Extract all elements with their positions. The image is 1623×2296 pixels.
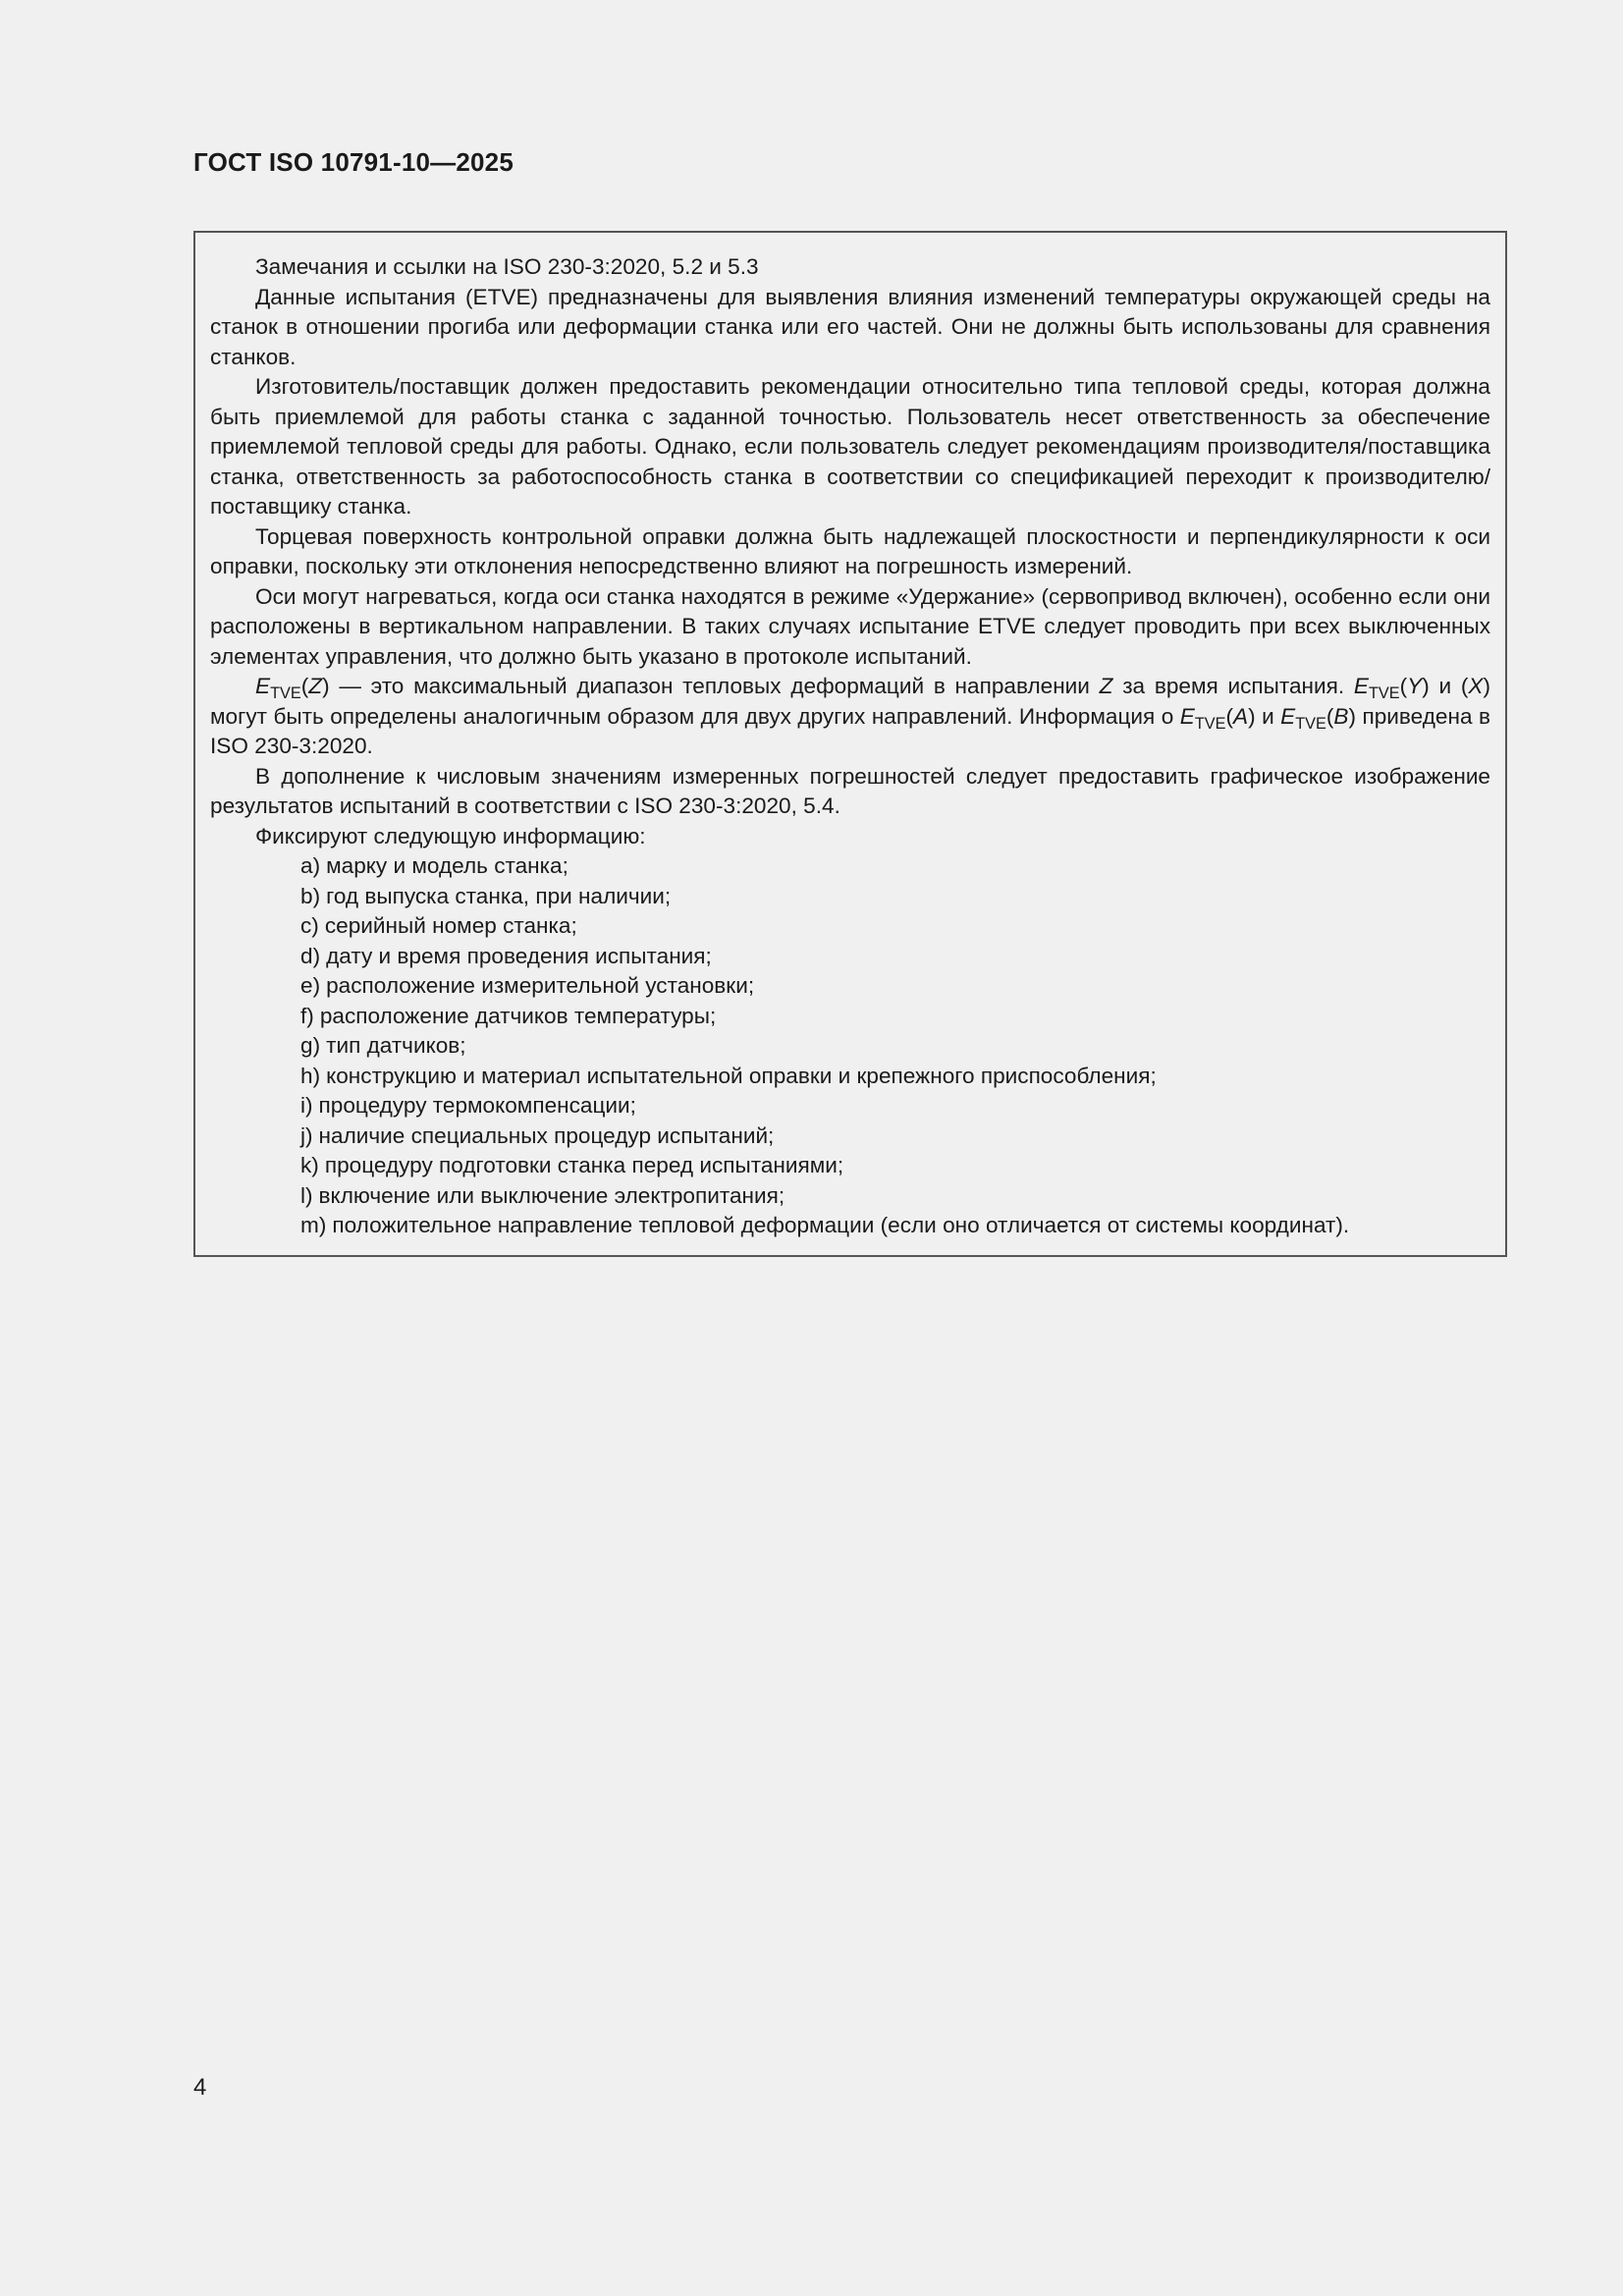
list-text: наличие специальных процедур испытаний;	[318, 1122, 775, 1148]
list-item	[210, 1031, 1490, 1062]
list-item	[210, 1181, 1490, 1212]
list-item	[210, 1211, 1490, 1241]
notes-box	[193, 231, 1507, 1257]
list-letter: h)	[300, 1063, 321, 1088]
symbol-x: X	[1468, 674, 1484, 698]
list-letter: g)	[300, 1033, 321, 1058]
list-item	[210, 882, 1490, 912]
paragraph-record-info: Фиксируют следующую информацию:	[255, 823, 646, 848]
list-letter: i)	[300, 1093, 313, 1118]
paragraph-etve-definition: $E_{TVE}(Z)$ — это максимальный диапазон тепловых деформаций в направлении Z за время испытания. $E_{TVE}(Y)$ и (X) могут быть определены аналогичным образом для двух других направлений. Информация о $E_{TVE}(A)$ и $E_{TVE}(B)$ приведена в ISO 230-3:2020.	[210, 674, 1490, 758]
list-item	[210, 1121, 1490, 1152]
list-letter: k)	[300, 1153, 319, 1177]
paragraph-purpose: Данные испытания (ETVE) предназначены для выявления влияния изменений температуры окружающей среды на станок в отношении прогиба или деформации станка или его частей. Они не должны быть использованы для сравнения станков.	[210, 284, 1490, 369]
list-letter: c)	[300, 913, 319, 938]
list-letter: m)	[300, 1213, 327, 1237]
list-item	[210, 1091, 1490, 1121]
paragraph-arbor-face: Торцевая поверхность контрольной оправки должна быть надлежащей плоскостности и перпендикулярности к оси оправки, поскольку эти отклонения непосредственно влияют на погрешность измерений.	[210, 523, 1490, 578]
subscript-tve: TVE	[270, 683, 301, 702]
subscript-tve: TVE	[1295, 714, 1326, 733]
list-text: процедуру термокомпенсации;	[318, 1093, 636, 1118]
subscript-tve: TVE	[1194, 714, 1226, 733]
subscript-tve: TVE	[1368, 683, 1400, 702]
list-text: расположение измерительной установки;	[326, 973, 755, 998]
list-text: год выпуска станка, при наличии;	[326, 883, 672, 908]
list-letter: b)	[300, 883, 321, 908]
list-text: дату и время проведения испытания;	[326, 943, 712, 968]
symbol-e: E	[1179, 703, 1195, 729]
document-header: ГОСТ ISO 10791-10—2025	[193, 147, 514, 177]
list-text: конструкцию и материал испытательной оправки и крепежного приспособления;	[326, 1063, 1157, 1088]
list-text: серийный номер станка;	[324, 913, 577, 938]
list-letter: j)	[300, 1122, 313, 1148]
list-text: расположение датчиков температуры;	[319, 1003, 717, 1028]
notes-heading: Замечания и ссылки на ISO 230-3:2020, 5.2 и 5.3	[255, 254, 759, 279]
list-letter: f)	[300, 1003, 314, 1028]
list-letter: l)	[300, 1182, 313, 1208]
list-text: процедуру подготовки станка перед испытаниями;	[324, 1153, 844, 1177]
list-item	[210, 1002, 1490, 1032]
symbol-z: Z	[1099, 674, 1113, 698]
list-letter: e)	[300, 973, 321, 998]
list-item	[210, 1151, 1490, 1181]
page-number: 4	[193, 2074, 207, 2101]
list-item	[210, 911, 1490, 942]
symbol-e: E	[1280, 703, 1296, 729]
paragraph-axes-heating: Оси могут нагреваться, когда оси станка находятся в режиме «Удержание» (сервопривод включен), особенно если они расположены в вертикальном направлении. В таких случаях испытание ETVE следует проводить при всех выключенных элементах управления, что должно быть указано в протоколе испытаний.	[210, 583, 1490, 669]
list-text: тип датчиков;	[326, 1033, 466, 1058]
paragraph-graphical: В дополнение к числовым значениям измеренных погрешностей следует предоставить графическое изображение результатов испытаний в соответствии с ISO 230-3:2020, 5.4.	[210, 763, 1490, 818]
list-text: включение или выключение электропитания;	[318, 1182, 785, 1208]
symbol-e: E	[255, 674, 271, 698]
symbol-y: Y	[1407, 674, 1423, 698]
list-item	[210, 971, 1490, 1002]
list-item	[210, 1062, 1490, 1092]
symbol-z: Z	[308, 674, 323, 698]
list-letter: a)	[300, 853, 321, 878]
list-item	[210, 942, 1490, 972]
paragraph-manufacturer: Изготовитель/поставщик должен предоставить рекомендации относительно типа тепловой среды, которая должна быть приемлемой для работы станка с заданной точностью. Пользователь несет ответственность за обеспечение приемлемой тепловой среды для работы. Однако, если пользователь следует рекомендациям производителя/поставщика станка, ответственность за работоспособность станка в соответствии со спецификацией переходит к производителю/поставщику станка.	[210, 374, 1490, 519]
info-list	[210, 851, 1490, 1241]
symbol-e: E	[1353, 674, 1369, 698]
list-text: марку и модель станка;	[326, 853, 568, 878]
list-text: положительное направление тепловой деформации (если оно отличается от системы координат).	[332, 1213, 1350, 1237]
symbol-a: A	[1233, 703, 1249, 729]
list-item	[210, 851, 1490, 882]
list-letter: d)	[300, 943, 321, 968]
symbol-b: B	[1333, 703, 1349, 729]
